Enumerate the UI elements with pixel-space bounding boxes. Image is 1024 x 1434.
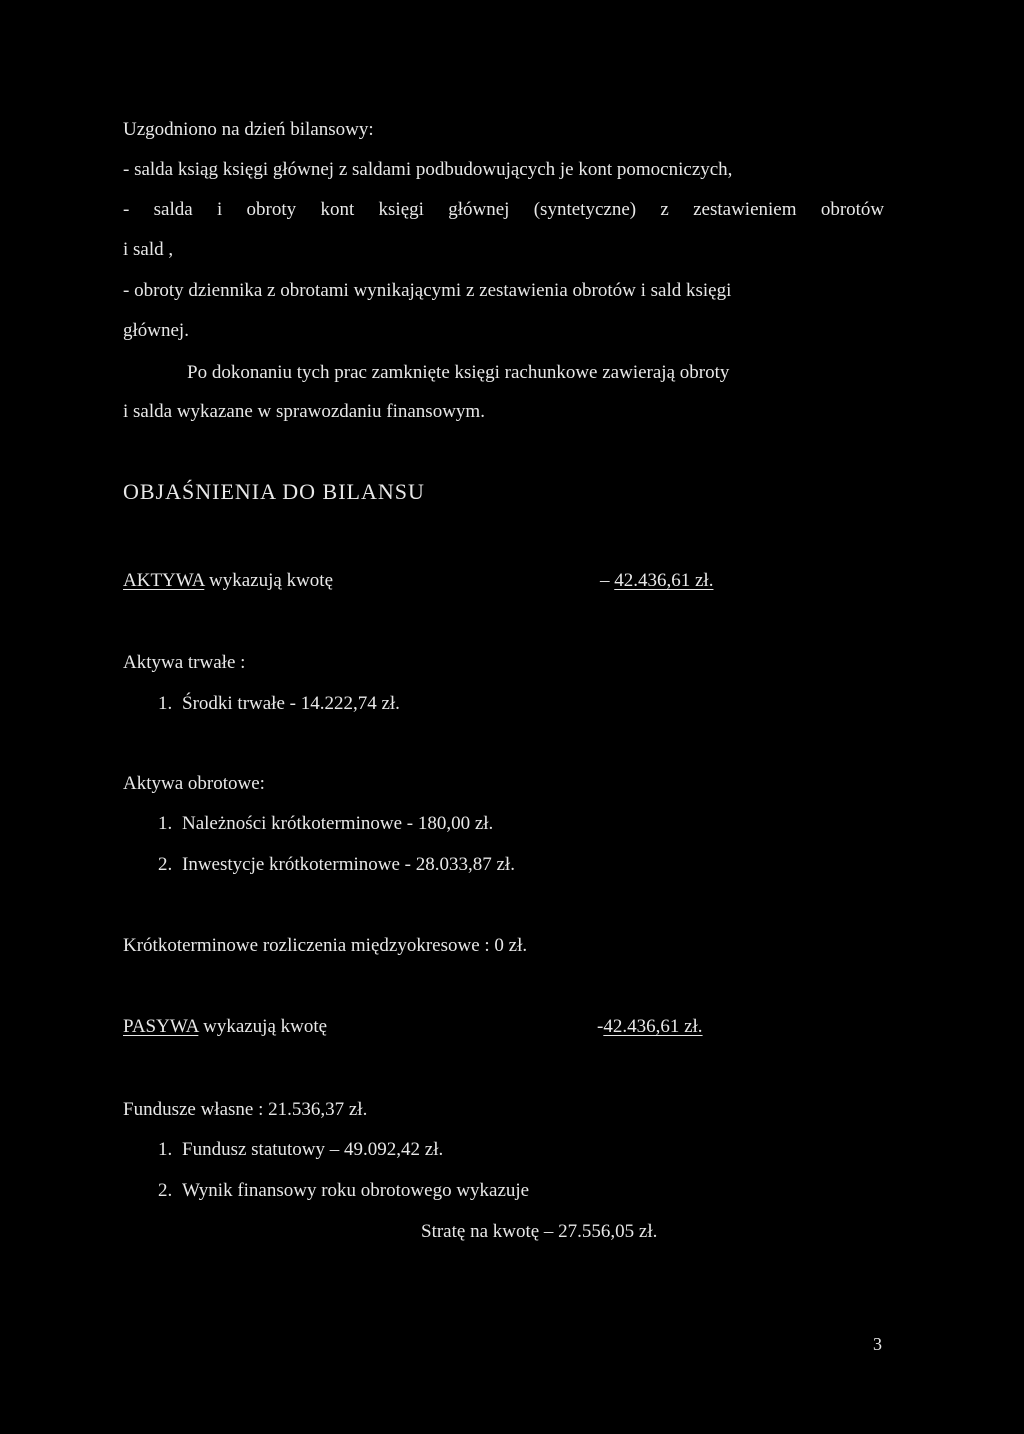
intro-line-2: - salda ksiąg księgi głównej z saldami podbudowujących je kont pomocniczych, xyxy=(123,159,733,180)
rozliczenia-line: Krótkoterminowe rozliczenia międzyokresowe : 0 zł. xyxy=(123,935,528,956)
intro-line-4: i sald , xyxy=(123,239,174,260)
intro-line-5: - obroty dziennika z obrotami wynikającymi z zestawienia obrotów i sald księgi xyxy=(123,280,732,301)
aktywa-amount-row xyxy=(600,569,713,593)
pasywa-amount-row xyxy=(597,1015,703,1039)
pasywa-label: PASYWA xyxy=(123,1016,199,1037)
aktywa-obrotowe-item: 1. Należności krótkoterminowe - 180,00 zł. xyxy=(158,813,494,834)
pasywa-amount: 42.436,61 zł. xyxy=(603,1016,703,1037)
pasywa-row xyxy=(123,1015,327,1039)
aktywa-dash: – xyxy=(600,570,610,591)
strata-line: Stratę na kwotę – 27.556,05 zł. xyxy=(421,1221,658,1242)
aktywa-obrotowe-title: Aktywa obrotowe: xyxy=(123,773,265,794)
pasywa-item: 2. Wynik finansowy roku obrotowego wykazuje xyxy=(158,1180,530,1201)
intro-line-7: Po dokonaniu tych prac zamknięte księgi rachunkowe zawierają obroty xyxy=(187,362,730,383)
aktywa-trwale-title: Aktywa trwałe : xyxy=(123,652,246,673)
pasywa-item: 1. Fundusz statutowy – 49.092,42 zł. xyxy=(158,1139,444,1160)
intro-line-1: Uzgodniono na dzień bilansowy: xyxy=(123,119,374,140)
intro-line-6: głównej. xyxy=(123,320,189,341)
section-heading: OBJAŚNIENIA DO BILANSU xyxy=(123,479,425,504)
page-number: 3 xyxy=(873,1334,882,1354)
pasywa-text: wykazują kwotę xyxy=(203,1016,328,1037)
intro-line-8: i salda wykazane w sprawozdaniu finansowym. xyxy=(123,401,485,422)
aktywa-obrotowe-item: 2. Inwestycje krótkoterminowe - 28.033,87 zł. xyxy=(158,854,515,875)
aktywa-label: AKTYWA xyxy=(123,570,205,591)
fundusze-line: Fundusze własne : 21.536,37 zł. xyxy=(123,1099,368,1120)
aktywa-text: wykazują kwotę xyxy=(209,570,334,591)
aktywa-trwale-item: 1. Środki trwałe - 14.222,74 zł. xyxy=(158,693,400,714)
pasywa-dash: - xyxy=(597,1016,604,1037)
aktywa-row xyxy=(123,569,333,593)
intro-line-3: - salda i obroty kont księgi głównej (syntetyczne) z zestawieniem obrotów xyxy=(123,199,885,220)
aktywa-amount: 42.436,61 zł. xyxy=(614,570,714,591)
